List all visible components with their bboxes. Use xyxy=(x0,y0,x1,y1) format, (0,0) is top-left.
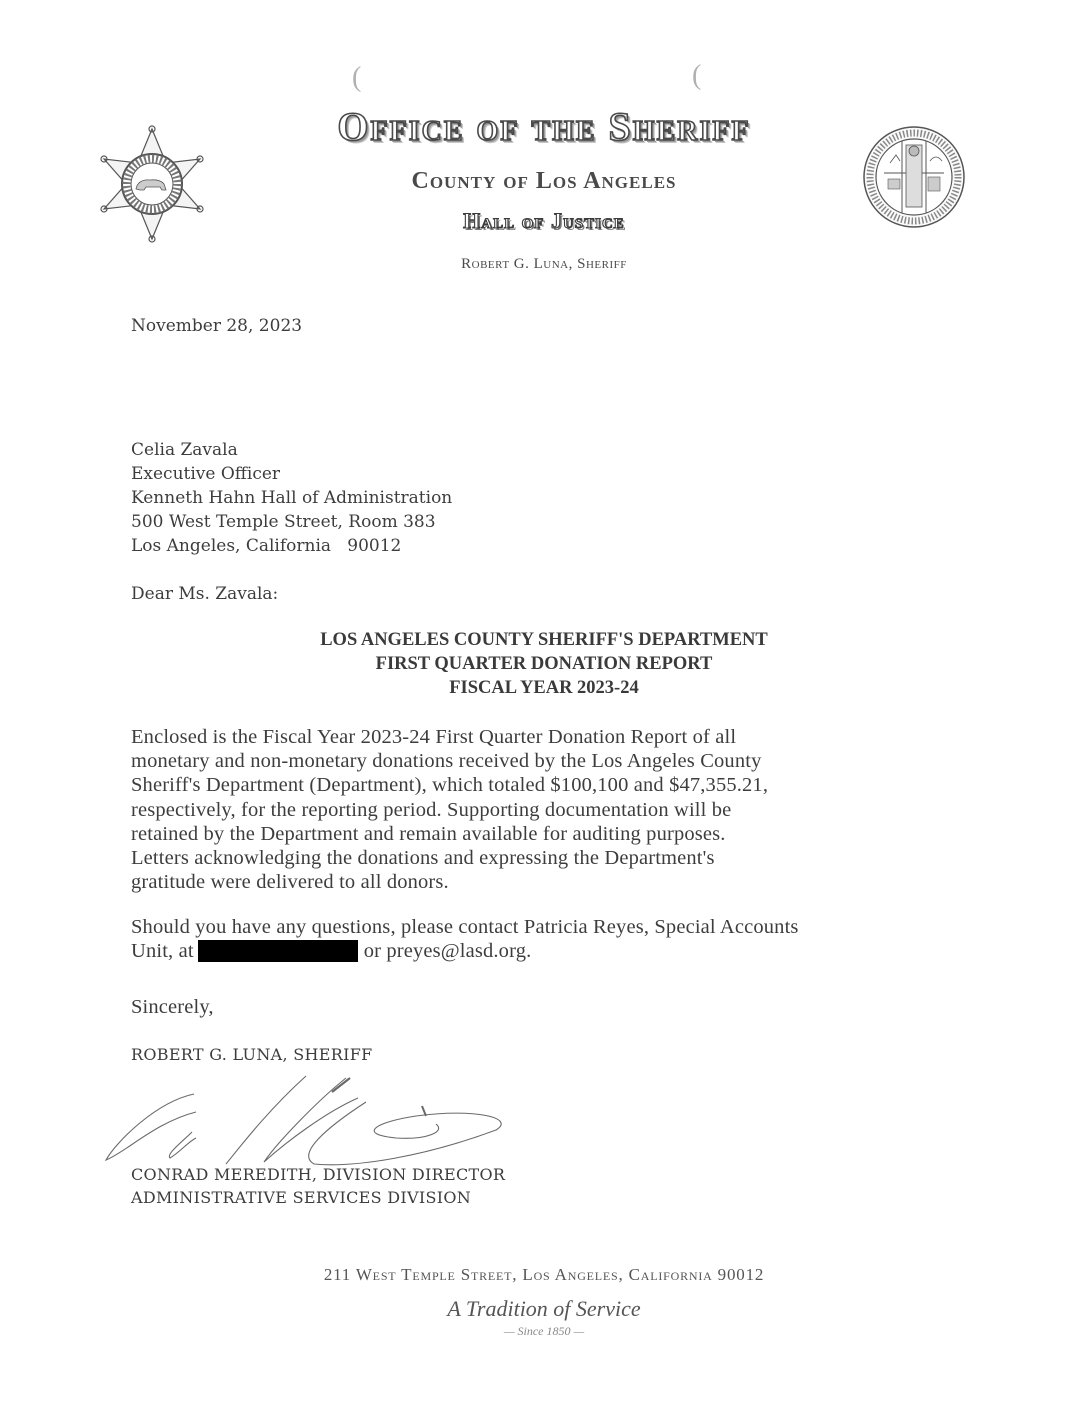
footer-address: 211 West Temple Street, Los Angeles, California 90012 xyxy=(323,1265,765,1284)
subject-block xyxy=(0,628,1088,700)
recipient-title: Executive Officer xyxy=(131,464,281,484)
recipient-city: Los Angeles, California 90012 xyxy=(131,536,402,556)
redacted-phone-number xyxy=(198,940,358,962)
contact-line-2 xyxy=(131,939,951,963)
handwritten-signature xyxy=(96,1072,516,1172)
recipient-name: Celia Zavala xyxy=(131,440,238,460)
footer-since: — Since 1850 — xyxy=(503,1324,585,1338)
contact-line-1: Should you have any questions, please contact Patricia Reyes, Special Accounts xyxy=(131,916,799,938)
letter-date: November 28, 2023 xyxy=(131,316,303,336)
scan-mark-right: ( xyxy=(692,60,702,91)
contact-prefix: Unit, at xyxy=(131,940,194,963)
letterhead-hall: Hall of Justice xyxy=(463,208,625,233)
sheriff-signature-line: ROBERT G. LUNA, SHERIFF xyxy=(131,1045,373,1064)
subject-line-1: LOS ANGELES COUNTY SHERIFF'S DEPARTMENT xyxy=(320,630,768,650)
closing: Sincerely, xyxy=(131,996,214,1018)
signatory-name-title: CONRAD MEREDITH, DIVISION DIRECTOR xyxy=(131,1165,506,1184)
recipient-building: Kenneth Hahn Hall of Administration xyxy=(131,488,453,508)
letterhead-county: County of Los Angeles xyxy=(411,168,677,194)
signatory-division: ADMINISTRATIVE SERVICES DIVISION xyxy=(131,1188,472,1207)
body-paragraph-2 xyxy=(131,915,951,963)
letterhead-title: Office of the Sheriff xyxy=(337,104,751,149)
scan-mark-left: ( xyxy=(352,62,362,93)
subject-line-3: FISCAL YEAR 2023-24 xyxy=(449,678,639,698)
body-paragraph-1: Enclosed is the Fiscal Year 2023-24 First Quarter Donation Report of all monetary and non-monetary donations received by the Los Angeles County Sheriff's Department (Department), which totaled $100,100 and $47,355.21, respectively, for the reporting period. Supporting documentation will be retained by the Department and remain available for auditing purposes. Letters acknowledging the donations and expressing the Department's gratitude were delivered to all donors. xyxy=(131,726,769,894)
footer-motto: A Tradition of Service xyxy=(447,1296,641,1321)
contact-email[interactable]: or preyes@lasd.org. xyxy=(363,940,532,963)
recipient-street: 500 West Temple Street, Room 383 xyxy=(131,512,436,532)
subject-line-2: FIRST QUARTER DONATION REPORT xyxy=(375,654,713,674)
recipient-block xyxy=(131,438,452,558)
salutation: Dear Ms. Zavala: xyxy=(131,584,279,604)
letterhead-sheriff: Robert G. Luna, Sheriff xyxy=(461,256,627,272)
